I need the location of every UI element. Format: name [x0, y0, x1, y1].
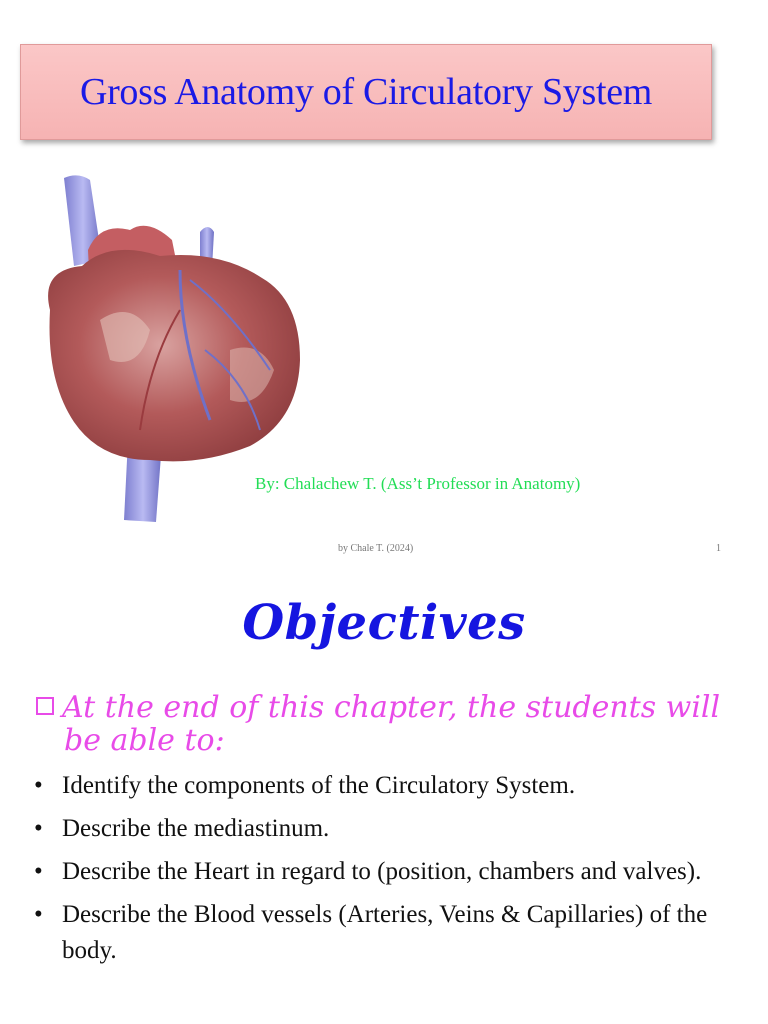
list-item: • Describe the mediastinum. [32, 811, 732, 847]
slide-2 [0, 565, 768, 1024]
title-banner [20, 44, 712, 140]
heart-illustration [30, 170, 320, 525]
checkbox-bullet-icon [36, 697, 54, 715]
intro-line-2: be able to: [64, 723, 225, 758]
objectives-list [32, 768, 732, 976]
list-item: • Describe the Blood vessels (Arteries, Veins & Capillaries) of the body. [32, 897, 732, 969]
page-number: 1 [716, 543, 721, 554]
slide-title: Gross Anatomy of Circulatory System [79, 71, 653, 113]
objectives-intro [36, 691, 736, 757]
slide-footer: by Chale T. (2024) [338, 543, 414, 554]
intro-line-1: At the end of this chapter, the students will [62, 690, 721, 725]
author-line: By: Chalachew T. (Ass’t Professor in Anatomy) [255, 474, 581, 493]
list-item: • Describe the Heart in regard to (position, chambers and valves). [32, 854, 732, 890]
list-item: • Identify the components of the Circulatory System. [32, 768, 732, 804]
objectives-title: Objectives [242, 595, 526, 651]
